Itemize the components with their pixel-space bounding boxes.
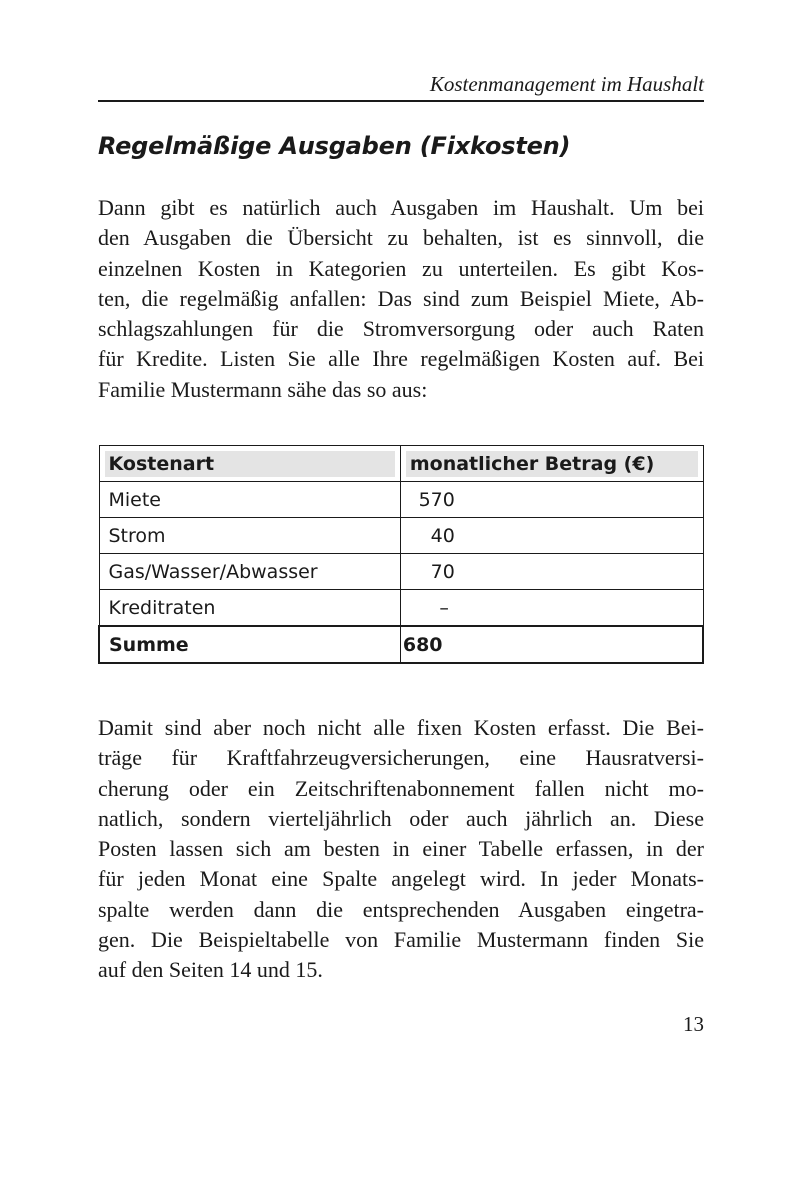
text-line: Posten lassen sich am besten in einer Tabelle erfassen, in der — [98, 836, 704, 862]
text-line: gen. Die Beispieltabelle von Familie Mustermann finden Sie — [98, 927, 704, 953]
text-line: einzelnen Kosten in Kategorien zu unterteilen. Es gibt Kos- — [98, 255, 704, 281]
paragraph-followup — [98, 713, 704, 986]
cost-type-cell: Miete — [99, 482, 400, 518]
text-line: auf den Seiten 14 und 15. — [98, 957, 323, 983]
paragraph-intro — [98, 193, 704, 405]
total-amount-cell: 680 — [400, 626, 703, 663]
text-line: Familie Mustermann sähe das so aus: — [98, 376, 428, 402]
cost-type-cell: Strom — [99, 518, 400, 554]
amount-cell: 570 — [400, 482, 703, 518]
section-title: Regelmäßige Ausgaben (Fixkosten) — [98, 132, 571, 160]
text-line: für Kredite. Listen Sie alle Ihre regelmäßigen Kosten auf. Bei — [98, 346, 704, 372]
page-number: 13 — [683, 1012, 704, 1036]
text-line: ten, die regelmäßig anfallen: Das sind zum Beispiel Miete, Ab- — [98, 285, 704, 311]
amount-cell: 70 — [400, 554, 703, 590]
running-header: Kostenmanagement im Haushalt — [98, 72, 704, 102]
text-line: spalte werden dann die entsprechenden Ausgaben eingetra- — [98, 896, 704, 922]
text-line: träge für Kraftfahrzeugversicherungen, eine Hausratversi- — [98, 745, 704, 771]
table-row — [99, 590, 703, 627]
cost-type-cell: Gas/Wasser/Abwasser — [99, 554, 400, 590]
table-row — [99, 518, 703, 554]
table-header-row — [99, 446, 703, 482]
text-line: schlagszahlungen für die Stromversorgung oder auch Raten — [98, 316, 704, 342]
amount-cell: 40 — [400, 518, 703, 554]
text-line: cherung oder ein Zeitschriftenabonnement fallen nicht mo- — [98, 775, 704, 801]
text-line: den Ausgaben die Übersicht zu behalten, ist es sinnvoll, die — [98, 225, 704, 251]
amount-cell: – — [400, 590, 703, 627]
text-line: Dann gibt es natürlich auch Ausgaben im Haushalt. Um bei — [98, 195, 704, 220]
table-total-row — [99, 626, 703, 663]
table-row — [99, 554, 703, 590]
text-line: für jeden Monat eine Spalte angelegt wird. In jeder Monats- — [98, 866, 704, 892]
fixed-costs-table — [98, 445, 704, 664]
text-line: natlich, sondern vierteljährlich oder auch jährlich an. Diese — [98, 805, 704, 831]
text-line: Damit sind aber noch nicht alle fixen Kosten erfasst. Die Bei- — [98, 715, 704, 740]
table-row — [99, 482, 703, 518]
total-label-cell: Summe — [99, 626, 400, 663]
column-header-cost-type: Kostenart — [99, 446, 400, 482]
column-header-monthly-amount: monatlicher Betrag (€) — [400, 446, 703, 482]
cost-type-cell: Kreditraten — [99, 590, 400, 627]
